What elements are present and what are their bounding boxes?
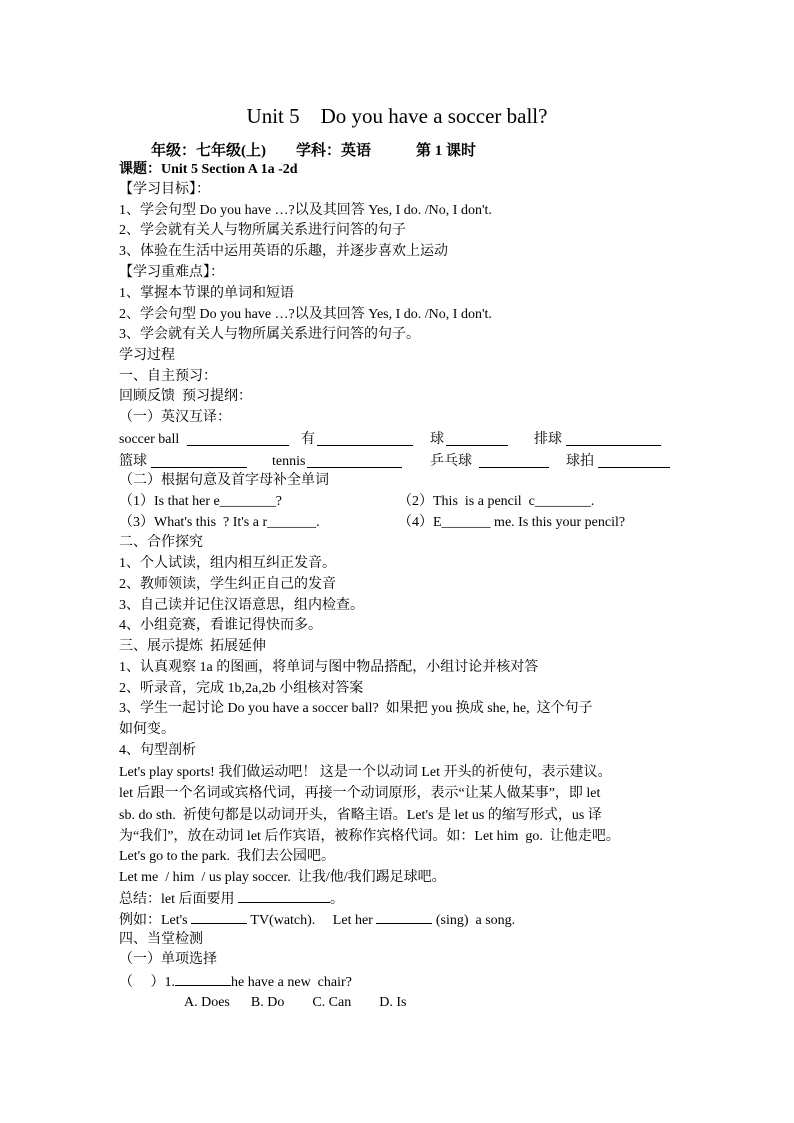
check-heading: 四、当堂检测 xyxy=(119,932,203,947)
key-point-item: 1、掌握本节课的单词和短语 xyxy=(119,286,294,301)
show-item: 如何变。 xyxy=(119,722,175,737)
grade-label: 年级：七年级(上) xyxy=(151,143,266,159)
example-mid1: TV(watch). Let her xyxy=(247,913,377,928)
fill-heading: （二）根据句意及首字母补全单词 xyxy=(119,473,329,488)
analysis-line: Let me / him / us play soccer. 让我/他/我们踢足球吧。 xyxy=(119,870,446,885)
question-text: he have a new chair? xyxy=(231,975,352,990)
analysis-line: sb. do sth. 祈使句都是以动词开头，省略主语。Let's 是 let us 的缩写形式，us 译 xyxy=(119,808,602,823)
show-heading: 三、展示提炼 拓展延伸 xyxy=(119,639,266,654)
key-point-item: 3、学会就有关人与物所属关系进行问答的句子。 xyxy=(119,327,420,342)
show-item: 1、认真观察 1a 的图画，将单词与图中物品搭配，小组讨论并核对答 xyxy=(119,660,539,675)
example-blank[interactable] xyxy=(376,909,432,924)
translate-word: tennis xyxy=(272,454,306,469)
lesson-topic: 课题：Unit 5 Section A 1a -2d xyxy=(119,162,298,177)
translate-word: 球 xyxy=(430,432,444,447)
process-heading: 学习过程 xyxy=(119,348,175,363)
answer-blank[interactable] xyxy=(479,453,549,468)
objective-item: 2、学会就有关人与物所属关系进行问答的句子 xyxy=(119,223,406,238)
summary-line xyxy=(119,888,344,910)
analysis-line: Let's go to the park. 我们去公园吧。 xyxy=(119,849,335,864)
key-points-heading: 【学习重难点】： xyxy=(119,265,224,280)
question-1-options: A. Does B. Do C. Can D. Is xyxy=(184,995,407,1010)
question-blank[interactable] xyxy=(175,971,231,986)
show-item: 4、句型剖析 xyxy=(119,743,196,758)
coop-heading: 二、合作探究 xyxy=(119,535,203,550)
meta-line xyxy=(151,139,476,160)
period-label: 第 1 课时 xyxy=(416,143,477,159)
translate-word: 乒乓球 xyxy=(430,454,472,469)
answer-blank[interactable] xyxy=(187,431,289,446)
question-1 xyxy=(119,971,352,993)
objectives-heading: 【学习目标】： xyxy=(119,182,210,197)
translate-word: soccer ball xyxy=(119,432,180,447)
page-title: Unit 5 Do you have a soccer ball? xyxy=(246,104,548,128)
answer-blank[interactable] xyxy=(317,431,413,446)
answer-blank[interactable] xyxy=(598,453,670,468)
analysis-line: Let's play sports! 我们做运动吧！ 这是一个以动词 Let 开头的祈使句，表示建议。 xyxy=(119,765,612,780)
translate-row xyxy=(0,430,794,450)
coop-item: 2、教师领读，学生纠正自己的发音 xyxy=(119,577,336,592)
translate-row xyxy=(0,452,794,472)
coop-item: 3、自己读并记住汉语意思，组内检查。 xyxy=(119,598,364,613)
objective-item: 3、体验在生活中运用英语的乐趣，并逐步喜欢上运动 xyxy=(119,244,448,259)
subject-label: 学科：英语 xyxy=(296,143,372,159)
fill-item: （2）This is a pencil c________. xyxy=(398,494,595,509)
objective-item: 1、学会句型 Do you have …?以及其回答 Yes, I do. /No, I don't. xyxy=(119,203,492,218)
coop-item: 4、小组竞赛，看谁记得快而多。 xyxy=(119,618,322,633)
choice-heading: （一）单项选择 xyxy=(119,952,217,967)
example-blank[interactable] xyxy=(191,909,247,924)
self-study-heading: 一、自主预习： xyxy=(119,369,217,384)
fill-row xyxy=(0,513,794,533)
answer-paren[interactable]: （ ）1. xyxy=(119,975,175,990)
summary-blank[interactable] xyxy=(238,888,330,903)
fill-item: （3）What's this ? It's a r_______. xyxy=(119,515,320,530)
analysis-line: 为“我们”，放在动词 let 后作宾语，被称作宾格代词。如：Let him go. 让他走吧。 xyxy=(119,829,620,844)
answer-blank[interactable] xyxy=(446,431,508,446)
translate-word: 有 xyxy=(301,432,315,447)
review-heading: 回顾反馈 预习提纲： xyxy=(119,389,252,404)
example-prefix: 例如：Let's xyxy=(119,913,192,928)
fill-row xyxy=(0,492,794,512)
key-point-item: 2、学会句型 Do you have …?以及其回答 Yes, I do. /No, I don't. xyxy=(119,307,492,322)
fill-item: （1）Is that her e________? xyxy=(119,494,282,509)
fill-item: （4）E_______ me. Is this your pencil? xyxy=(398,515,626,530)
translate-word: 排球 xyxy=(534,432,562,447)
summary-prefix: 总结：let 后面要用 xyxy=(119,892,238,907)
coop-item: 1、个人试读，组内相互纠正发音。 xyxy=(119,556,336,571)
translate-word: 篮球 xyxy=(119,454,147,469)
show-item: 2、听录音，完成 1b,2a,2b 小组核对答案 xyxy=(119,681,364,696)
example-mid2: (sing) a song. xyxy=(432,913,516,928)
translate-heading: （一）英汉互译： xyxy=(119,410,231,425)
example-line xyxy=(119,909,515,931)
answer-blank[interactable] xyxy=(307,453,402,468)
translate-word: 球拍 xyxy=(566,454,594,469)
answer-blank[interactable] xyxy=(151,453,247,468)
show-item: 3、学生一起讨论 Do you have a soccer ball? 如果把 you 换成 she, he, 这个句子 xyxy=(119,701,593,716)
answer-blank[interactable] xyxy=(566,431,661,446)
analysis-line: let 后跟一个名词或宾格代词，再接一个动词原形，表示“让某人做某事”，即 let xyxy=(119,786,601,801)
summary-suffix: 。 xyxy=(330,892,344,907)
